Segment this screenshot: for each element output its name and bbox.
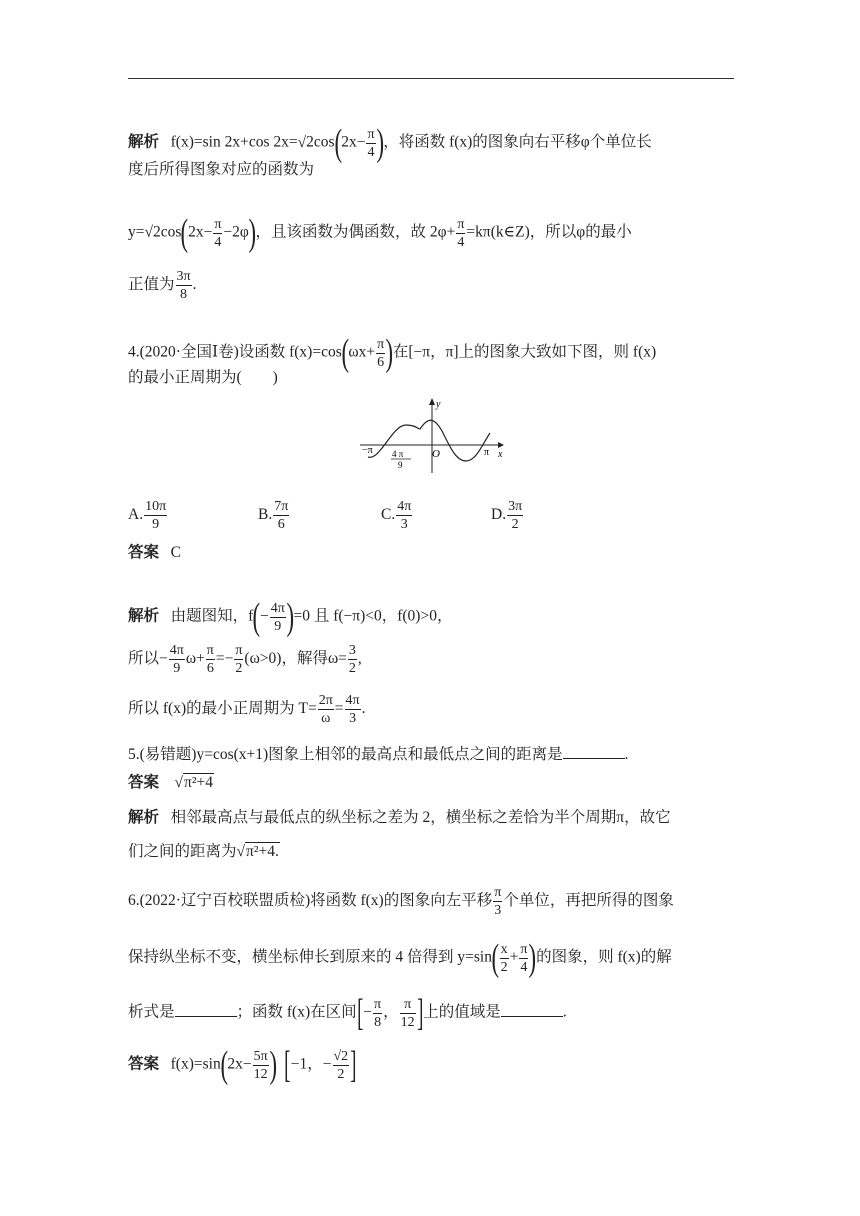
cosine-graph: [358, 395, 508, 475]
daan-label: 答案: [128, 774, 160, 791]
q4-line2: 的最小正周期为( ): [128, 369, 278, 386]
q4-sol-text: 由题图知，f: [170, 607, 254, 625]
fraction: $\frac{3\pi}{8}$: [176, 269, 191, 302]
q4-sol2: 所以− $\frac{4\pi}{9}$ ω+ $\frac{\pi}{6}$ =− $\frac{\pi}{2}$ (ω>0)，解得ω= $\frac{3}{2}$ ,: [128, 643, 362, 676]
q6-answer: 答案 f(x)=sin(2x− $\frac{5\pi}{12}$ ) [−1，− $\frac{√2}{2}$ ]: [128, 1044, 357, 1086]
option-a[interactable]: A. $\frac{10\pi}{9}$: [128, 499, 167, 532]
y-arrow: [429, 398, 435, 405]
q4-sol1: 解析 由题图知，f(− $\frac{4\pi}{9}$ )=0 且 f(−π)<0，f(0)>0，: [128, 596, 453, 638]
p3-line4: 正值为 $\frac{3\pi}{8}$ .: [128, 269, 197, 302]
q4-text: 4.(2020·全国Ⅰ卷)设函数 f(x)=cos: [128, 343, 342, 361]
answer-value: C: [170, 544, 181, 561]
x-label: x: [498, 449, 503, 460]
fraction: $\frac{\pi}{4}$: [367, 126, 375, 160]
q4-answer: [128, 543, 181, 563]
paren: ): [376, 122, 384, 164]
p3-text: 2cos: [153, 223, 182, 241]
fraction: $\frac{\pi}{4}$: [214, 216, 222, 250]
answer-blank[interactable]: [563, 744, 625, 759]
q4-text: 在[−π，π]上的图象大致如下图，则 f(x): [392, 343, 657, 361]
p3-text: 正值为: [128, 276, 175, 294]
q5-sol2: 们之间的距离为√π²+4.: [128, 843, 279, 860]
paren: (: [341, 332, 349, 374]
p3-text: =kπ(k∈Z)，所以φ的最小: [466, 223, 632, 241]
daan-label: 答案: [128, 1055, 160, 1073]
fraction: $\frac{\pi}{6}$: [377, 336, 385, 370]
jiexi-label: 解析: [128, 809, 160, 826]
p3-line2: 度后所得图象对应的函数为: [128, 161, 315, 178]
p3-text: ，将函数 f(x)的图象向右平移φ个单位长: [383, 133, 652, 151]
option-d[interactable]: D. $\frac{3\pi}{2}$: [491, 499, 523, 532]
p3-line1: 解析 f(x)=sin 2x+cos 2x=√2cos(2x− $\frac{\pi}{4}$ )，将函数 f(x)的图象向右平移φ个单位长: [128, 122, 652, 164]
y-label: y: [436, 399, 441, 410]
answer-blank-1[interactable]: [175, 1002, 237, 1017]
paren: ): [248, 212, 256, 254]
sqrt-symbol: √: [144, 223, 154, 241]
p3-line3: y=√2cos(2x− $\frac{\pi}{4}$ −2φ)，且该函数为偶函数，故 2φ+ $\frac{\pi}{4}$ =kπ(k∈Z)，所以φ的最小: [128, 212, 632, 254]
daan-label: 答案: [128, 544, 160, 561]
p3-text: y=: [128, 223, 145, 241]
jiexi-label: 解析: [128, 133, 160, 151]
sqrt-symbol: √: [297, 133, 307, 151]
q4-line1: 4.(2020·全国Ⅰ卷)设函数 f(x)=cos(ωx+ $\frac{\pi}{6}$ )在[−π，π]上的图象大致如下图，则 f(x): [128, 332, 657, 374]
header-rule: [128, 78, 734, 79]
p3-text: f(x)=sin 2x+cos 2x=: [170, 133, 298, 151]
tick-den: 9: [398, 460, 403, 470]
q4-options: [128, 498, 168, 533]
fraction: $\frac{\pi}{4}$: [457, 216, 465, 250]
option-b[interactable]: B. $\frac{7\pi}{6}$: [258, 499, 289, 532]
q4-sol-text: =0 且 f(−π)<0，f(0)>0，: [293, 607, 453, 625]
pi-label: π: [484, 447, 490, 458]
x-arrow: [498, 442, 504, 448]
paren: ): [385, 332, 394, 374]
q4-sol3: 所以 f(x)的最小正周期为 T= $\frac{2\pi}{\omega}$ = $\frac{4\pi}{3}$ .: [128, 693, 366, 726]
neg-pi-label: −π: [362, 445, 373, 456]
q5-sol1: 解析 相邻最高点与最低点的纵坐标之差为 2，横坐标之差恰为半个周期π，故它: [128, 809, 671, 826]
paren: (: [334, 122, 342, 164]
p3-text: 2cos: [306, 133, 335, 151]
answer-blank-2[interactable]: [501, 1002, 563, 1017]
p3-text: ，且该函数为偶函数，故 2φ+: [255, 223, 456, 241]
q6-line1: 6.(2022·辽宁百校联盟质检)将函数 f(x)的图象向左平移 $\frac{\pi}{3}$ 个单位，再把所得的图象: [128, 885, 674, 918]
q6-line3: 析式是 ；函数 f(x)在区间[− $\frac{\pi}{8}$ ， $\frac{\pi}{12}$ ]上的值域是 .: [128, 992, 567, 1034]
q5-answer: 答案 √π²+4: [128, 774, 213, 791]
option-c[interactable]: C. $\frac{4\pi}{3}$: [381, 499, 412, 532]
q6-line2: 保持纵坐标不变，横坐标伸长到原来的 4 倍得到 y=sin( $\frac{x}{2}$ + $\frac{\pi}{4}$ )的图象，则 f(x)的解: [128, 937, 672, 979]
curve: [368, 420, 490, 461]
paren: (: [180, 212, 189, 254]
q5-line1: 5.(易错题)y=cos(x+1)图象上相邻的最高点和最低点之间的距离是 .: [128, 746, 629, 763]
jiexi-label: 解析: [128, 607, 160, 625]
origin-label: O: [432, 448, 440, 460]
tick-num: 4 π: [392, 449, 404, 459]
